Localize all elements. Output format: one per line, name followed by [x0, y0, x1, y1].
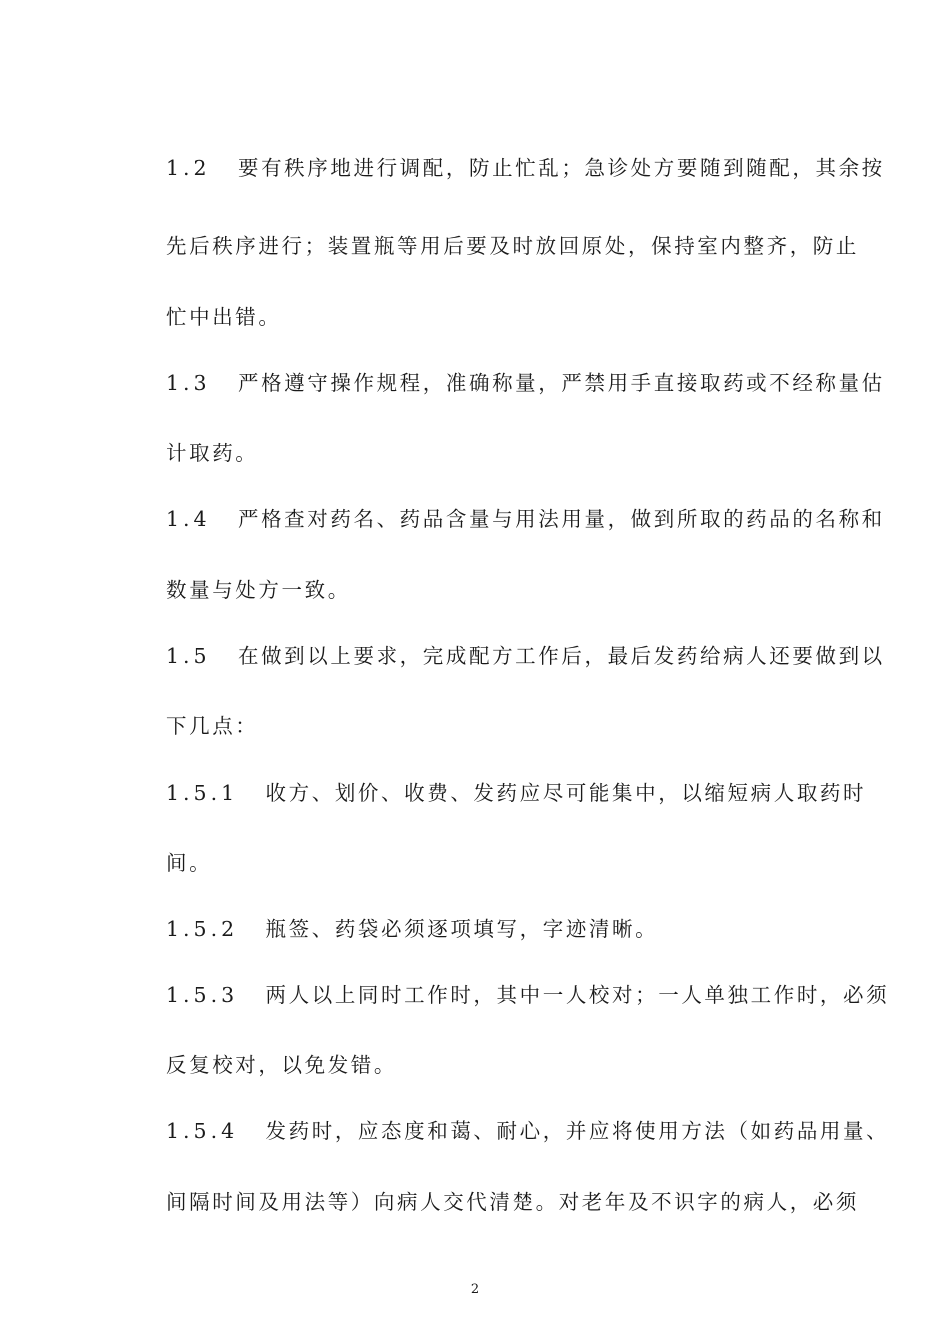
line-text: 下几点：	[166, 714, 259, 738]
clause-number: 1.3	[166, 371, 211, 395]
line-text: 在做到以上要求，完成配方工作后，最后发药给病人还要做到以	[237, 644, 885, 668]
spacer	[238, 1119, 265, 1143]
page-number: 2	[470, 1282, 480, 1297]
spacer	[238, 781, 265, 805]
line-text: 严格遵守操作规程，准确称量，严禁用手直接取药或不经称量估	[237, 371, 885, 395]
spacer	[238, 917, 265, 941]
text-line	[166, 779, 866, 807]
line-text: 间。	[166, 851, 213, 875]
line-text: 忙中出错。	[166, 305, 282, 329]
text-line	[166, 1051, 397, 1079]
text-line	[166, 849, 212, 877]
line-text: 发药时，应态度和蔼、耐心，并应将使用方法（如药品用量、	[265, 1119, 890, 1143]
spacer	[211, 371, 238, 395]
text-line	[166, 1117, 889, 1145]
line-text: 间隔时间及用法等）向病人交代清楚。对老年及不识字的病人，必须	[166, 1190, 859, 1214]
text-line	[166, 712, 258, 740]
text-line	[166, 369, 885, 397]
line-text: 收方、划价、收费、发药应尽可能集中，以缩短病人取药时	[265, 781, 867, 805]
text-line	[166, 439, 258, 467]
line-text: 先后秩序进行；装置瓶等用后要及时放回原处，保持室内整齐，防止	[166, 234, 859, 258]
text-line	[166, 232, 859, 260]
line-text: 两人以上同时工作时，其中一人校对；一人单独工作时，必须	[265, 983, 890, 1007]
line-text: 反复校对，以免发错。	[166, 1053, 397, 1077]
text-line	[166, 576, 351, 604]
line-text: 严格查对药名、药品含量与用法用量，做到所取的药品的名称和	[237, 507, 885, 531]
line-text: 数量与处方一致。	[166, 578, 351, 602]
line-text: 瓶签、药袋必须逐项填写，字迹清晰。	[265, 917, 659, 941]
text-line	[166, 1188, 859, 1216]
text-line	[166, 642, 885, 670]
spacer	[211, 507, 238, 531]
clause-number: 1.5.1	[166, 781, 239, 805]
clause-number: 1.4	[166, 507, 211, 531]
text-line	[166, 981, 889, 1009]
clause-number: 1.5.2	[166, 917, 239, 941]
text-line	[166, 303, 282, 331]
text-line	[166, 505, 885, 533]
spacer	[238, 983, 265, 1007]
clause-number: 1.5.3	[166, 983, 239, 1007]
clause-number: 1.2	[166, 156, 211, 180]
clause-number: 1.5.4	[166, 1119, 239, 1143]
line-text: 要有秩序地进行调配，防止忙乱；急诊处方要随到随配，其余按	[237, 156, 885, 180]
spacer	[211, 156, 238, 180]
text-line	[166, 915, 658, 943]
text-line	[166, 154, 885, 182]
line-text: 计取药。	[166, 441, 259, 465]
spacer	[211, 644, 238, 668]
clause-number: 1.5	[166, 644, 211, 668]
